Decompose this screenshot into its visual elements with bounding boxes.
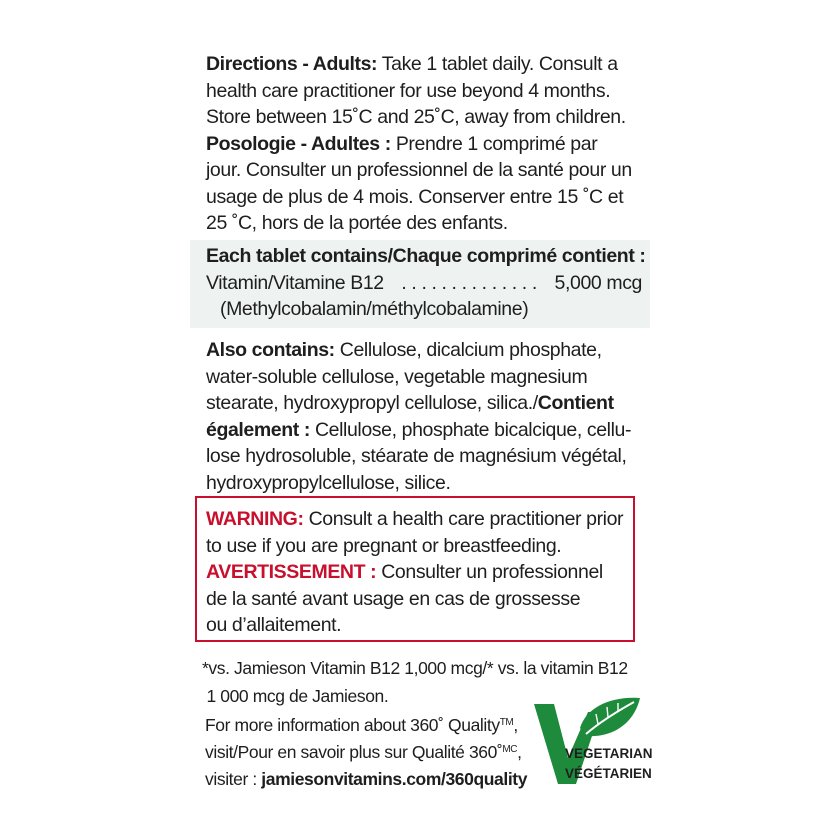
ingredient-form: (Methylcobalamin/méthylcobalamine)	[220, 298, 529, 320]
directions-text: Prendre 1 comprimé par	[390, 132, 598, 155]
trademark-mark: MC	[502, 744, 518, 755]
ingredient-name: Vitamin/Vitamine B12	[206, 271, 384, 294]
ingredient-leader: . . . . . . . . . . . . . .	[401, 271, 537, 294]
directions-text: Take 1 tablet daily. Consult a	[377, 53, 618, 75]
also-contains-text: Cellulose, phosphate bicalcique, cellu-	[309, 418, 632, 441]
also-contains-text: Cellulose, dicalcium phosphate,	[334, 339, 602, 361]
warning-text: to use if you are pregnant or breastfeeding.	[206, 534, 562, 557]
more-info-text: visiter :	[205, 769, 262, 789]
ingredient-amount: 5,000 mcg	[554, 271, 642, 294]
more-info-text: For more information about 360˚ Quality	[205, 715, 500, 735]
warning-text: de la santé avant usage en cas de grossesse	[206, 587, 581, 610]
footnote-text: 1 000 mcg de Jamieson.	[202, 686, 389, 706]
footnote-text: *vs. Jamieson Vitamin B12 1,000 mcg/* vs. la vitamin B12	[202, 658, 628, 678]
directions-text: health care practitioner for use beyond 4 months.	[206, 79, 611, 102]
more-info-text: ,	[513, 715, 518, 735]
directions-text: 25 ˚C, hors de la portée des enfants.	[206, 212, 508, 234]
warning-section	[206, 506, 646, 639]
contents-section	[206, 243, 646, 323]
contient-heading: Contient	[537, 392, 614, 414]
warning-text: Consult a health care practitioner prior	[303, 508, 624, 530]
warning-text: ou d’allaitement.	[206, 614, 342, 636]
more-info-text: ,	[517, 742, 522, 762]
trademark-mark: TM	[499, 717, 514, 728]
warning-text: Consulter un professionnel	[376, 561, 603, 583]
also-contains-text: water-soluble cellulose, vegetable magnesium	[206, 365, 588, 388]
directions-fr-heading: Posologie - Adultes :	[206, 132, 391, 155]
directions-text: jour. Consulter un professionnel de la santé pour un	[206, 159, 632, 181]
more-info-text: visit/Pour en savoir plus sur Qualité 360˚	[205, 742, 503, 762]
contient-heading: également :	[206, 418, 310, 441]
website-link[interactable]: jamiesonvitamins.com/360quality	[261, 769, 528, 789]
also-contains-section	[206, 337, 646, 496]
avertissement-label: AVERTISSEMENT :	[206, 561, 377, 583]
more-info-section	[205, 712, 535, 793]
directions-text: usage de plus de 4 mois. Conserver entre 15 ˚C et	[206, 185, 624, 208]
vegetarian-label-en: VEGETARIAN	[565, 746, 653, 761]
also-contains-text: hydroxypropylcellulose, silice.	[206, 471, 451, 494]
also-contains-text: lose hydrosoluble, stéarate de magnésium végétal,	[206, 445, 627, 467]
directions-en-heading: Directions - Adults:	[206, 53, 378, 75]
contents-heading: Each tablet contains/Chaque comprimé contient :	[206, 245, 646, 267]
directions-section	[206, 51, 646, 237]
also-contains-text: stearate, hydroxypropyl cellulose, silica./	[206, 392, 538, 414]
vegetarian-label-fr: VÉGÉTARIEN	[565, 766, 652, 781]
directions-text: Store between 15˚C and 25˚C, away from children.	[206, 106, 626, 128]
also-contains-heading: Also contains:	[206, 339, 335, 361]
warning-label: WARNING:	[206, 508, 304, 530]
